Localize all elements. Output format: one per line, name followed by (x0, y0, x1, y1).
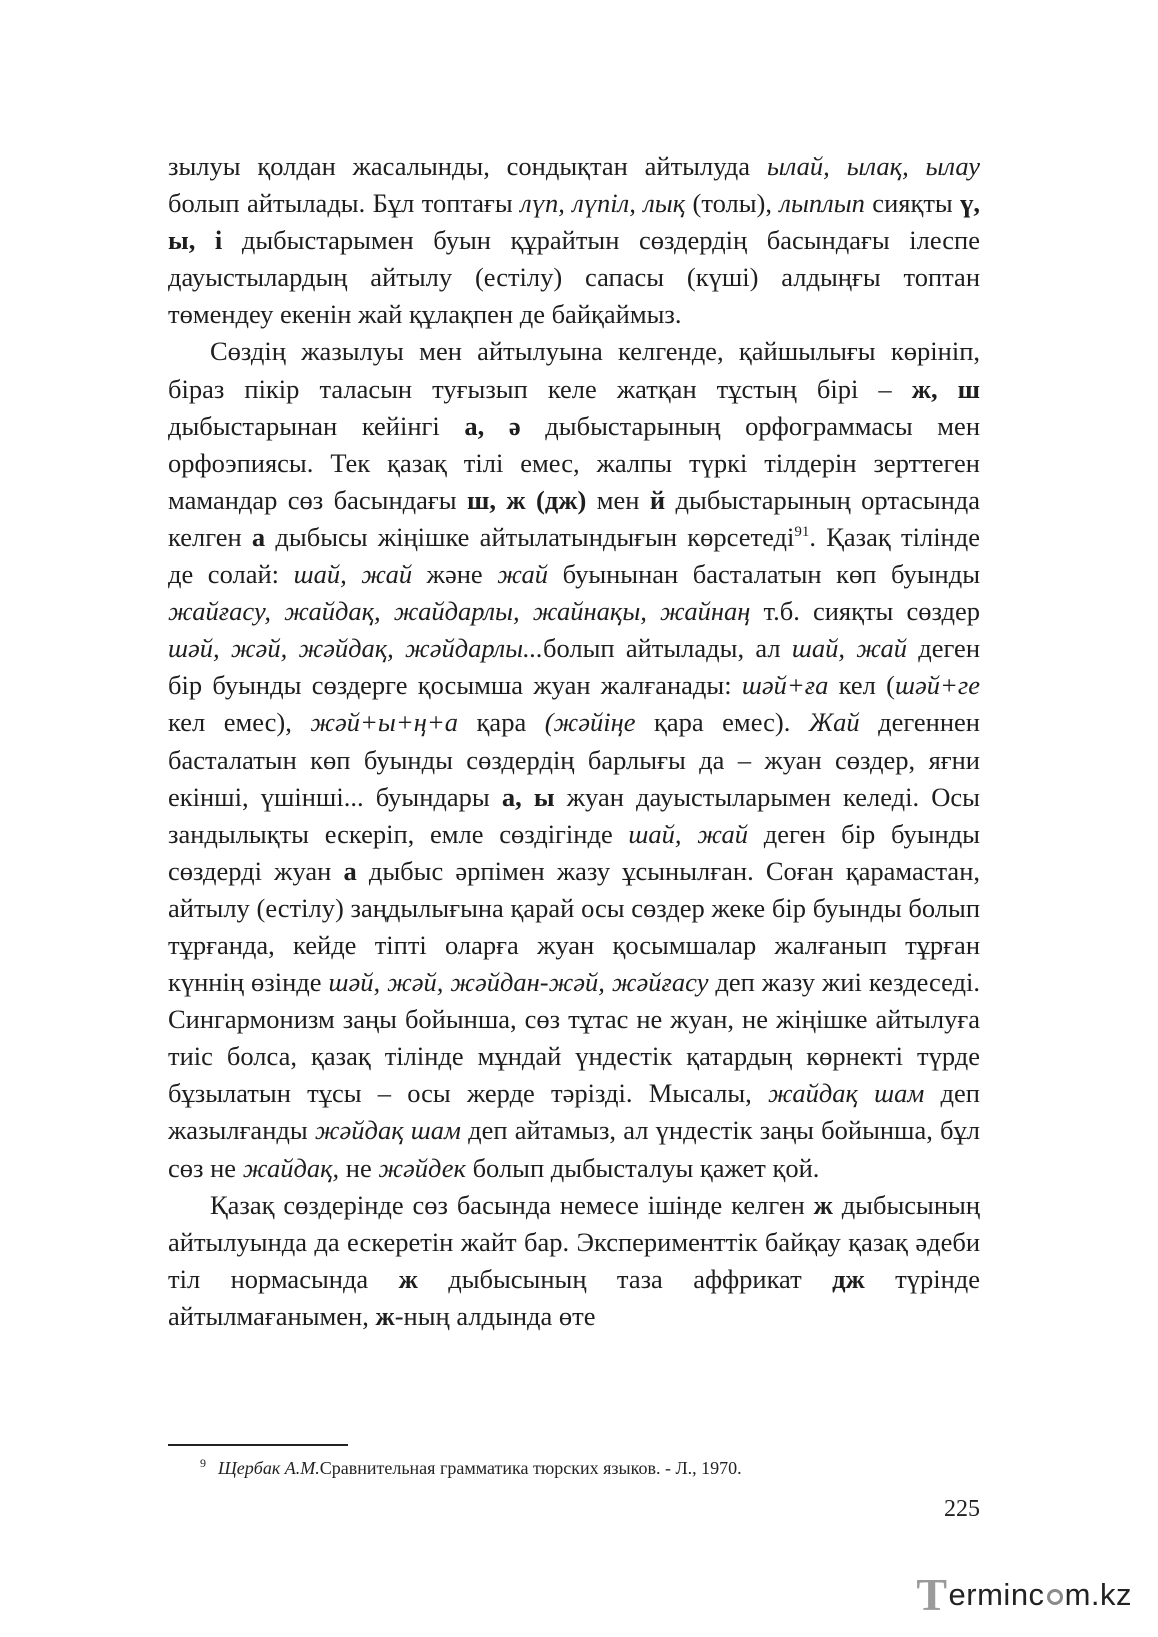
text-run: жәйдек (378, 1152, 466, 1183)
paragraph-1 (168, 148, 980, 333)
text-run: не (339, 1152, 379, 1183)
text-run: дыбыстарымен буын құрайтын сөздердің басындағы ілеспе дауыстылардың айтылу (естілу) сапасы (күші) алдыңғы топтан төмендеу екенін жай құлақпен де байқаймыз. (168, 225, 980, 330)
text-run: ж (398, 1263, 418, 1294)
text-run: шай, жай (293, 559, 413, 590)
text-run: кел ( (828, 670, 895, 701)
text-run: а, ә (464, 410, 521, 441)
footnote-text: Сравнительная грамматика тюрских языков. - Л., 1970. (319, 1458, 742, 1478)
text-run: шәй+ға (741, 670, 829, 701)
text-run: жайғасу, жайдақ, жайдарлы, жайнақы, жайнаң (168, 596, 751, 627)
text-run: ж, ш (911, 373, 981, 404)
text-run: лыплып (779, 188, 865, 219)
text-run: деп айтамыз, ал үндестік заңы бойынша, бұл сөз не (168, 1115, 980, 1183)
text-run: дегеннен басталатын көп буынды сөздердің барлығы да – жуан сөздер, яғни екінші, үшінші... буындары (168, 707, 980, 812)
text-run: қара емес). (635, 707, 809, 738)
text-run: лүп, лүпіл, лық (520, 188, 686, 219)
text-run: жәйдақ шам (314, 1115, 461, 1146)
text-run: жай (497, 559, 549, 590)
text-run: а (251, 521, 266, 552)
text-run: зылуы қолдан жасалынды, сондықтан айтылуда (168, 151, 767, 181)
footnote-reference: 91 (794, 524, 810, 541)
text-run: деп жазылғанды (168, 1078, 980, 1146)
text-run: қара (458, 707, 545, 738)
text-run: деген бір буынды сөздерді жуан (168, 818, 980, 886)
text-run: шай, жай (791, 633, 908, 664)
text-run: мен (586, 484, 650, 515)
paragraph-2 (168, 333, 980, 1186)
text-run: -ның алдында өте (394, 1300, 596, 1331)
footnote-author: Щербак А.М. (218, 1458, 320, 1478)
text-run: деп жазу жиі кездеседі. Сингармонизм заңы бойынша, сөз тұтас не жуан, не жіңішке айтылуға тиіс болса, қазақ тілінде мұндай үндестік қатардың көрнекті түрде бұзылатын тұсы – осы жерде тәрізді. Мысалы, (168, 967, 980, 1109)
circle-o-icon (1047, 1589, 1063, 1605)
watermark-letter-t: T (916, 1569, 948, 1620)
text-run: дыбыстарының орфограммасы мен орфоэпиясы. Тек қазақ тілі емес, жалпы түркі тілдерін зерттеген мамандар сөз басындағы (168, 410, 980, 515)
text-run: сияқты (864, 188, 961, 219)
text-run: жәй+ы+ң+а (310, 707, 459, 738)
text-run: шай, жай (628, 818, 749, 849)
text-run: дыбысының айтылуында да ескеретін жайт бар. Эксперименттік байқау қазақ әдеби тіл нормасында (168, 1189, 981, 1294)
text-run: Қазақ сөздерінде сөз басында немесе ішінде келген (210, 1189, 814, 1220)
text-run: шәй, жәй, жәйдақ, жәйдарлы... (168, 633, 543, 664)
text-run: және (412, 559, 498, 590)
text-run: болып айтылады, ал (543, 633, 792, 664)
text-run: жуан дауыстыларымен келеді. Осы зандылықты ескеріп, емле сөздігінде (168, 781, 980, 849)
footnote-marker: 9 (200, 1456, 206, 1470)
text-run: жайдақ шам (768, 1078, 925, 1109)
text-run: буынынан басталатын көп буынды (548, 559, 980, 590)
text-run: дыбыс әрпімен жазу ұсынылған. Соған қарамастан, айтылу (естілу) заңдылығына қарай осы сөздер жеке бір буынды болып тұрғанда, кейде тіпті оларға жуан қосымшалар жалғанып тұрған күннің өзінде (168, 855, 980, 998)
termincom-watermark (916, 1569, 1132, 1620)
text-run: шәй+ге (894, 670, 980, 701)
text-run: а (343, 855, 357, 886)
text-run: жайдақ, (242, 1152, 340, 1183)
text-run: (жәйіңе (544, 707, 636, 738)
page-body-text (168, 148, 980, 1335)
watermark-word-start: erminc (948, 1577, 1045, 1612)
page-number: 225 (944, 1496, 980, 1522)
text-run: т.б. сияқты сөздер (750, 596, 980, 627)
text-run: дыбыстарынан кейінгі (168, 410, 465, 441)
text-run: ү, ы, і (168, 188, 980, 256)
text-run: ылай, ылақ, ылау (766, 151, 980, 181)
text-run: дыбысының таза аффрикат (417, 1263, 833, 1294)
text-run: ж (375, 1300, 395, 1331)
text-run: ж (813, 1189, 833, 1220)
text-run: (толы), (685, 188, 780, 219)
text-run: . Қазақ тілінде де солай: (168, 521, 980, 590)
footnote (200, 1456, 742, 1480)
footnote-divider (168, 1444, 348, 1446)
text-run: Сөздің жазылуы мен айтылуына келгенде, қайшылығы көрініп, біраз пікір таласын туғызып келе жатқан тұстың бірі – (168, 336, 980, 404)
text-run: дж (832, 1263, 865, 1294)
watermark-word-end: m.kz (1064, 1577, 1132, 1612)
text-run: дыбысы жіңішке айтылатындығын көрсетеді (265, 521, 795, 552)
text-run: түрінде айтылмағанымен, (168, 1263, 980, 1331)
text-run: шәй, жәй, жәйдан-жәй, жәйғасу (328, 967, 709, 998)
text-run: кел емес), (168, 707, 311, 738)
text-run: деген бір буынды сөздерге қосымша жуан жалғанады: (168, 633, 981, 701)
text-run: Жай (808, 707, 860, 738)
text-run: й (649, 484, 666, 515)
text-run: болып дыбысталуы қажет қой. (465, 1152, 820, 1183)
text-run: болып айтылады. Бұл топтағы (168, 188, 521, 219)
paragraph-3 (168, 1187, 980, 1335)
text-run: дыбыстарының ортасында келген (168, 484, 980, 552)
text-run: ш, ж (дж) (467, 484, 587, 515)
text-run: а, ы (501, 781, 555, 812)
